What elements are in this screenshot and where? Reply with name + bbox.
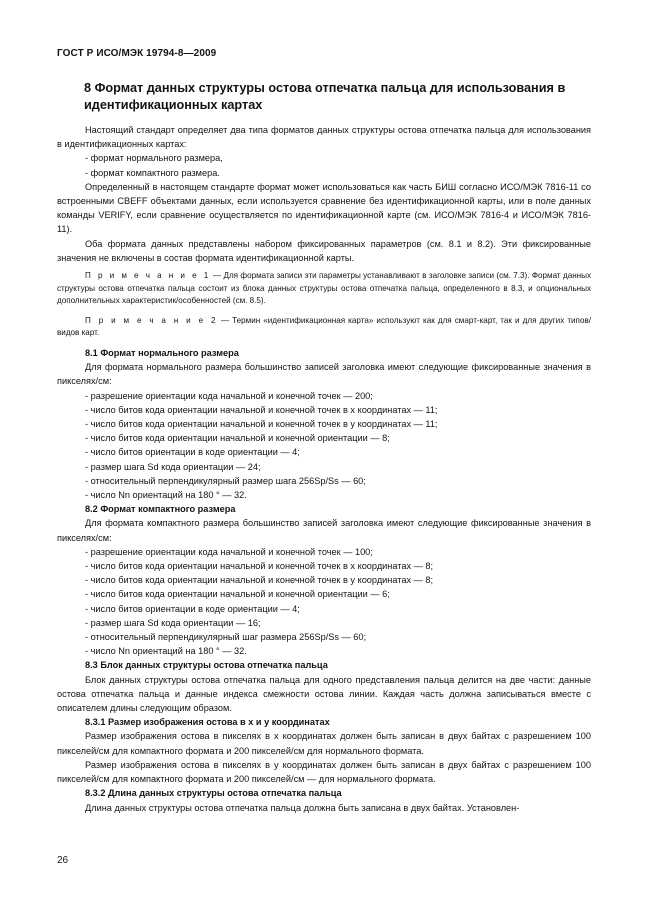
- page-header: ГОСТ Р ИСО/МЭК 19794-8—2009: [57, 48, 217, 59]
- subsection-heading: 8.1 Формат нормального размера: [85, 348, 239, 358]
- section-title: 8 Формат данных структуры остова отпечатка пальца для использования в идентификационных картах: [84, 81, 566, 112]
- paragraph: Определенный в настоящем стандарте формат может использоваться как часть БИШ согласно ИСО/МЭК 7816-11 со встроенными CBEFF объектами данных, если используется сравнение без идентификационной карты, или в поле данных команды VERIFY, если сравнение осуществляется по идентификационной карте (см. ИСО/МЭК 7816-4 и ИСО/МЭК 7816-11).: [57, 181, 591, 235]
- paragraph: Настоящий стандарт определяет два типа форматов данных структуры остова отпечатка пальца для использования в идентификационных картах:: [57, 125, 591, 150]
- list-item: - размер шага Sd кода ориентации — 24;: [85, 461, 261, 472]
- note-text: — Термин «идентификационная карта» используют как для смарт-карт, так и для других типов/видов карт.: [57, 315, 591, 338]
- list-item: - разрешение ориентации кода начальной и конечной точек — 100;: [85, 546, 373, 557]
- document-body: [57, 123, 591, 815]
- list-item: - число битов ориентации в коде ориентации — 4;: [85, 447, 300, 458]
- list-item: - число битов ориентации в коде ориентации — 4;: [85, 603, 300, 614]
- list-item: - число битов кода ориентации начальной и конечной точек в y координатах — 8;: [85, 575, 434, 586]
- paragraph: Для формата нормального размера большинство записей заголовка имеют следующие фиксированные значения в пикселях/см:: [57, 362, 591, 387]
- paragraph: Размер изображения остова в пикселях в y координатах должен быть записан в двух байтах с разрешением 100 пикселей/см для компактного формата и 200 пикселей/см — для нормального формата.: [57, 759, 591, 785]
- paragraph: Оба формата данных представлены набором фиксированных параметров (см. 8.1 и 8.2). Эти фиксированные значения не включены в состав формата идентификационной карты.: [57, 238, 591, 263]
- paragraph: Размер изображения остова в пикселях в x координатах должен быть записан в двух байтах с разрешением 100 пикселей/см для компактного формата и 200 пикселей/см для нормального формата.: [57, 731, 591, 756]
- list-item: - разрешение ориентации кода начальной и конечной точек — 200;: [85, 390, 373, 401]
- list-item: - формат компактного размера.: [85, 167, 220, 178]
- note-text: — Для формата записи эти параметры устанавливают в заголовке записи (см. 7.3). Формат данных структуры остова отпечатка пальца состоит из блока данных структуры остова отпечатка пальца, определенного в 8.3, и опциональных дополнительных характеристик/особенностей (см. 8.5).: [57, 271, 591, 306]
- paragraph: Для формата компактного размера большинство записей заголовка имеют следующие фиксированные значения в пикселях/см:: [57, 518, 591, 543]
- note-2: [57, 315, 591, 340]
- list-item: - относительный перпендикулярный размер шага 256Sp/Ss — 60;: [85, 475, 366, 486]
- note-label: П р и м е ч а н и е 2: [85, 315, 218, 325]
- page-number: 26: [57, 855, 69, 866]
- list-item: - формат нормального размера,: [85, 153, 223, 164]
- subsection-heading: 8.2 Формат компактного размера: [85, 504, 236, 515]
- note-label: П р и м е ч а н и е 1: [85, 271, 211, 281]
- list-item: - число Nn ориентаций на 180 ° — 32.: [85, 490, 247, 501]
- list-item: - число Nn ориентаций на 180 ° — 32.: [85, 646, 247, 657]
- list-item: - число битов кода ориентации начальной и конечной ориентации — 6;: [85, 589, 390, 600]
- list-item: - число битов кода ориентации начальной и конечной точек в y координатах — 11;: [85, 419, 438, 430]
- list-item: - размер шага Sd кода ориентации — 16;: [85, 617, 261, 628]
- note-1: [57, 270, 591, 308]
- list-item: - число битов кода ориентации начальной и конечной ориентации — 8;: [85, 433, 390, 444]
- subsection-heading: 8.3 Блок данных структуры остова отпечатка пальца: [85, 660, 328, 671]
- list-item: - число битов кода ориентации начальной и конечной точек в x координатах — 11;: [85, 404, 438, 415]
- subsection-heading: 8.3.1 Размер изображения остова в x и y координатах: [85, 717, 330, 728]
- list-item: - число битов кода ориентации начальной и конечной точек в x координатах — 8;: [85, 561, 434, 572]
- subsection-heading: 8.3.2 Длина данных структуры остова отпечатка пальца: [85, 788, 342, 799]
- paragraph: Длина данных структуры остова отпечатка пальца должна быть записана в двух байтах. Установлен-: [85, 802, 520, 813]
- paragraph: Блок данных структуры остова отпечатка пальца для одного представления пальца делится на две части: данные остова отпечатка пальца и данные индекса смежности остова линии. Каждая часть должна записываться вместе с описателем длины следующим образом.: [57, 674, 591, 714]
- list-item: - относительный перпендикулярный шаг размера 256Sp/Ss — 60;: [85, 632, 367, 643]
